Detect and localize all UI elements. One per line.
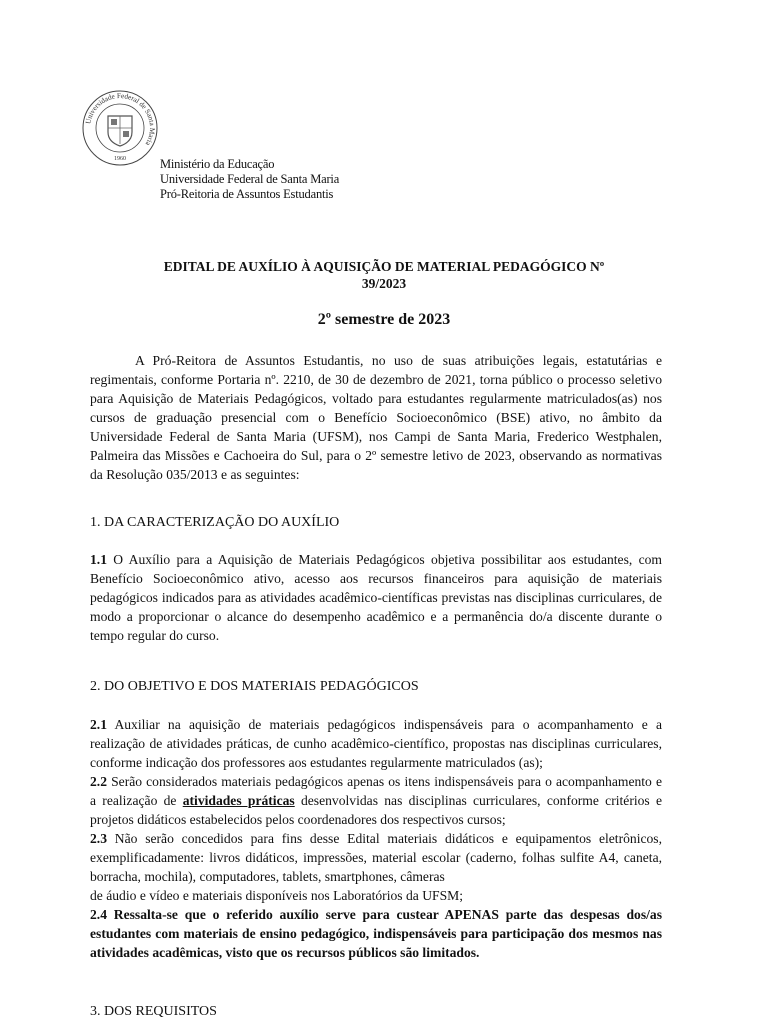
item-2-3 — [90, 829, 662, 886]
document-title — [80, 258, 688, 292]
section-3-heading: 3. DOS REQUISITOS — [90, 1004, 217, 1019]
item-text: Não serão concedidos para fins desse Edital materiais didáticos e equipamentos eletrônicos, exemplificadamente: livros didáticos, impressões, material escolar (caderno, folhas sulfite A4, caneta, borracha, mochila), computadores, tablets, smartphones, câmeras — [90, 831, 662, 884]
title-line-1: EDITAL DE AUXÍLIO À AQUISIÇÃO DE MATERIAL PEDAGÓGICO Nº — [163, 259, 605, 274]
emphasis-underline: atividades práticas — [182, 793, 295, 808]
item-text: O Auxílio para a Aquisição de Materiais Pedagógicos objetiva possibilitar aos estudantes, com Benefício Socioeconômico ativo, acesso aos recursos financeiros para aquisição de materiais pedagógicos indicados para as atividades acadêmico-científicas previstas nas disciplinas curriculares, de modo a proporcionar o alcance do desempenho acadêmico e a permanência do/a discente durante o tempo regular do curso. — [90, 552, 662, 643]
ministry-label: Ministério da Educação — [160, 157, 275, 171]
item-text: desenvolvidas nas disciplinas curriculares, conforme critérios e projetos didáticos estabelecidos pelos coordenadores dos respectivos cursos; — [90, 793, 663, 827]
item-2-1 — [90, 715, 662, 772]
seal-ring-text: Universidade Federal de Santa Maria — [84, 91, 157, 147]
section-2-body — [90, 715, 662, 962]
item-2-3-continued: de áudio e vídeo e materiais disponíveis nos Laboratórios da UFSM; — [90, 888, 464, 903]
seal-year: 1960 — [114, 156, 126, 162]
intro-paragraph: A Pró-Reitora de Assuntos Estudantis, no uso de suas atribuições legais, estatutárias e regimentais, conforme Portaria nº. 2210, de 30 de dezembro de 2021, torna público o processo seletivo para Aquisição de Materiais Pedagógicos, voltado para estudantes regularmente matriculados(as) nos cursos de graduação presencial com o Benefício Socioeconômico (BSE) ativo, no âmbito da Universidade Federal de Santa Maria (UFSM), nos Campi de Santa Maria, Frederico Westphalen, Palmeira das Missões e Cachoeira do Sul, para o 2º semestre letivo de 2023, observando as normativas da Resolução 035/2013 e as seguintes: — [90, 353, 662, 482]
section-1-heading: 1. DA CARACTERIZAÇÃO DO AUXÍLIO — [90, 515, 340, 530]
item-number: 2.3 — [90, 831, 107, 846]
item-2-4: 2.4 Ressalta-se que o referido auxílio serve para custear APENAS parte das despesas dos/as estudantes com materiais de ensino pedagógico, indispensáveis para participação dos mesmos nas atividades acadêmicas, visto que os recursos públicos são limitados. — [90, 907, 662, 960]
item-1-1 — [90, 550, 662, 645]
university-label: Universidade Federal de Santa Maria — [160, 172, 340, 186]
item-number: 2.1 — [90, 717, 107, 732]
item-number: 2.2 — [90, 774, 107, 789]
item-2-2 — [90, 772, 662, 829]
title-line-2: 39/2023 — [361, 276, 407, 291]
department-label: Pró-Reitoria de Assuntos Estudantis — [160, 187, 334, 201]
item-text: Auxiliar na aquisição de materiais pedagógicos indispensáveis para o acompanhamento e a realização de atividades práticas, de cunho acadêmico-científico, propostas nas disciplinas curriculares, conforme indicação dos professores aos estudantes regularmente matriculados (as); — [90, 717, 662, 770]
institution-header — [160, 157, 339, 202]
item-text: Serão considerados materiais pedagógicos apenas os itens indispensáveis para o acompanhamento e a realização de — [90, 774, 662, 808]
item-number: 1.1 — [90, 552, 107, 567]
document-subtitle: 2º semestre de 2023 — [317, 311, 451, 328]
university-seal-icon — [80, 88, 160, 168]
section-2-heading: 2. DO OBJETIVO E DOS MATERIAIS PEDAGÓGICOS — [90, 679, 419, 694]
